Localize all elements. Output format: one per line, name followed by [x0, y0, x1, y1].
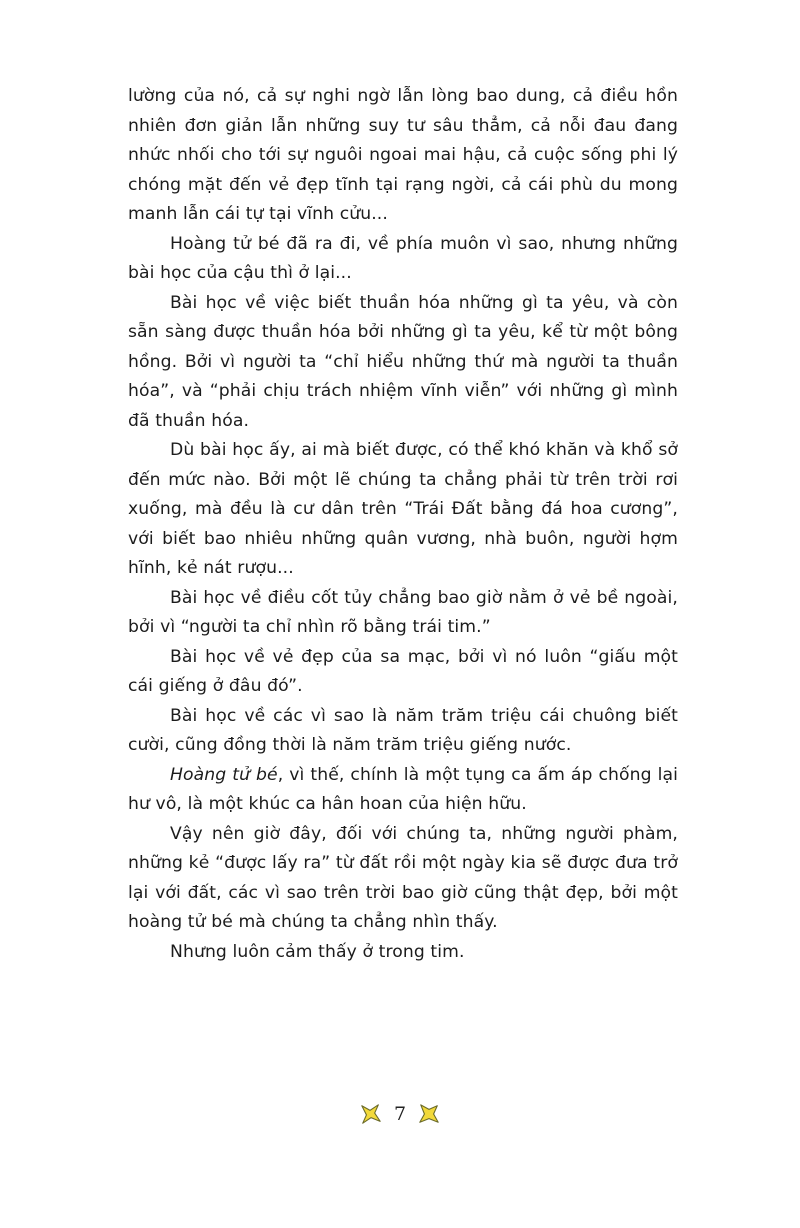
- paragraph-8: [128, 761, 678, 820]
- paragraph-5: Bài học về điều cốt tủy chẳng bao giờ nằm ở vẻ bề ngoài, bởi vì “người ta chỉ nhìn rõ bằng trái tim.”: [128, 587, 678, 637]
- paragraph-1: lường của nó, cả sự nghi ngờ lẫn lòng bao dung, cả điều hồn nhiên đơn giản lẫn những suy tư sâu thẳm, cả nỗi đau đang nhức nhối cho tới sự nguôi ngoai mai hậu, cả cuộc sống phi lý chóng mặt đến vẻ đẹp tĩnh tại rạng ngời, cả cái phù du mong manh lẫn cái tự tại vĩnh cửu...: [128, 86, 678, 224]
- paragraph-9: Vậy nên giờ đây, đối với chúng ta, những người phàm, những kẻ “được lấy ra” từ đất rồi một ngày kia sẽ được đưa trở lại với đất, các vì sao trên trời bao giờ cũng thật đẹp, bởi một hoàng tử bé mà chúng ta chẳng nhìn thấy.: [128, 823, 678, 932]
- paragraph-10: Nhưng luôn cảm thấy ở trong tim.: [170, 941, 465, 962]
- star-icon: [418, 1103, 440, 1125]
- star-icon: [360, 1103, 382, 1125]
- paragraph-7: Bài học về các vì sao là năm trăm triệu cái chuông biết cười, cũng đồng thời là năm trăm triệu giếng nước.: [128, 705, 678, 755]
- paragraph-6: Bài học về vẻ đẹp của sa mạc, bởi vì nó luôn “giấu một cái giếng ở đâu đó”.: [128, 646, 678, 696]
- paragraph-3: Bài học về việc biết thuần hóa những gì ta yêu, và còn sẵn sàng được thuần hóa bởi những gì ta yêu, kể từ một bông hồng. Bởi vì người ta “chỉ hiểu những thứ mà người ta thuần hóa”, và “phải chịu trách nhiệm vĩnh viễn” với những gì mình đã thuần hóa.: [128, 292, 678, 431]
- paragraph-2: Hoàng tử bé đã ra đi, về phía muôn vì sao, nhưng những bài học của cậu thì ở lại...: [128, 233, 678, 283]
- paragraph-4: Dù bài học ấy, ai mà biết được, có thể khó khăn và khổ sở đến mức nào. Bởi một lẽ chúng ta chẳng phải từ trên trời rơi xuống, mà đều là cư dân trên “Trái Đất bằng đá hoa cương”, với biết bao nhiêu những quân vương, nhà buôn, người hợm hĩnh, kẻ nát rượu...: [128, 440, 678, 578]
- page-number: 7: [393, 1103, 407, 1125]
- page-footer: [0, 1103, 800, 1125]
- body-text: [128, 82, 678, 967]
- paragraph-8-text: , vì thế, chính là một tụng ca ấm áp chống lại hư vô, là một khúc ca hân hoan của hiện hữu.: [128, 764, 679, 814]
- italic-title: Hoàng tử bé: [170, 764, 278, 785]
